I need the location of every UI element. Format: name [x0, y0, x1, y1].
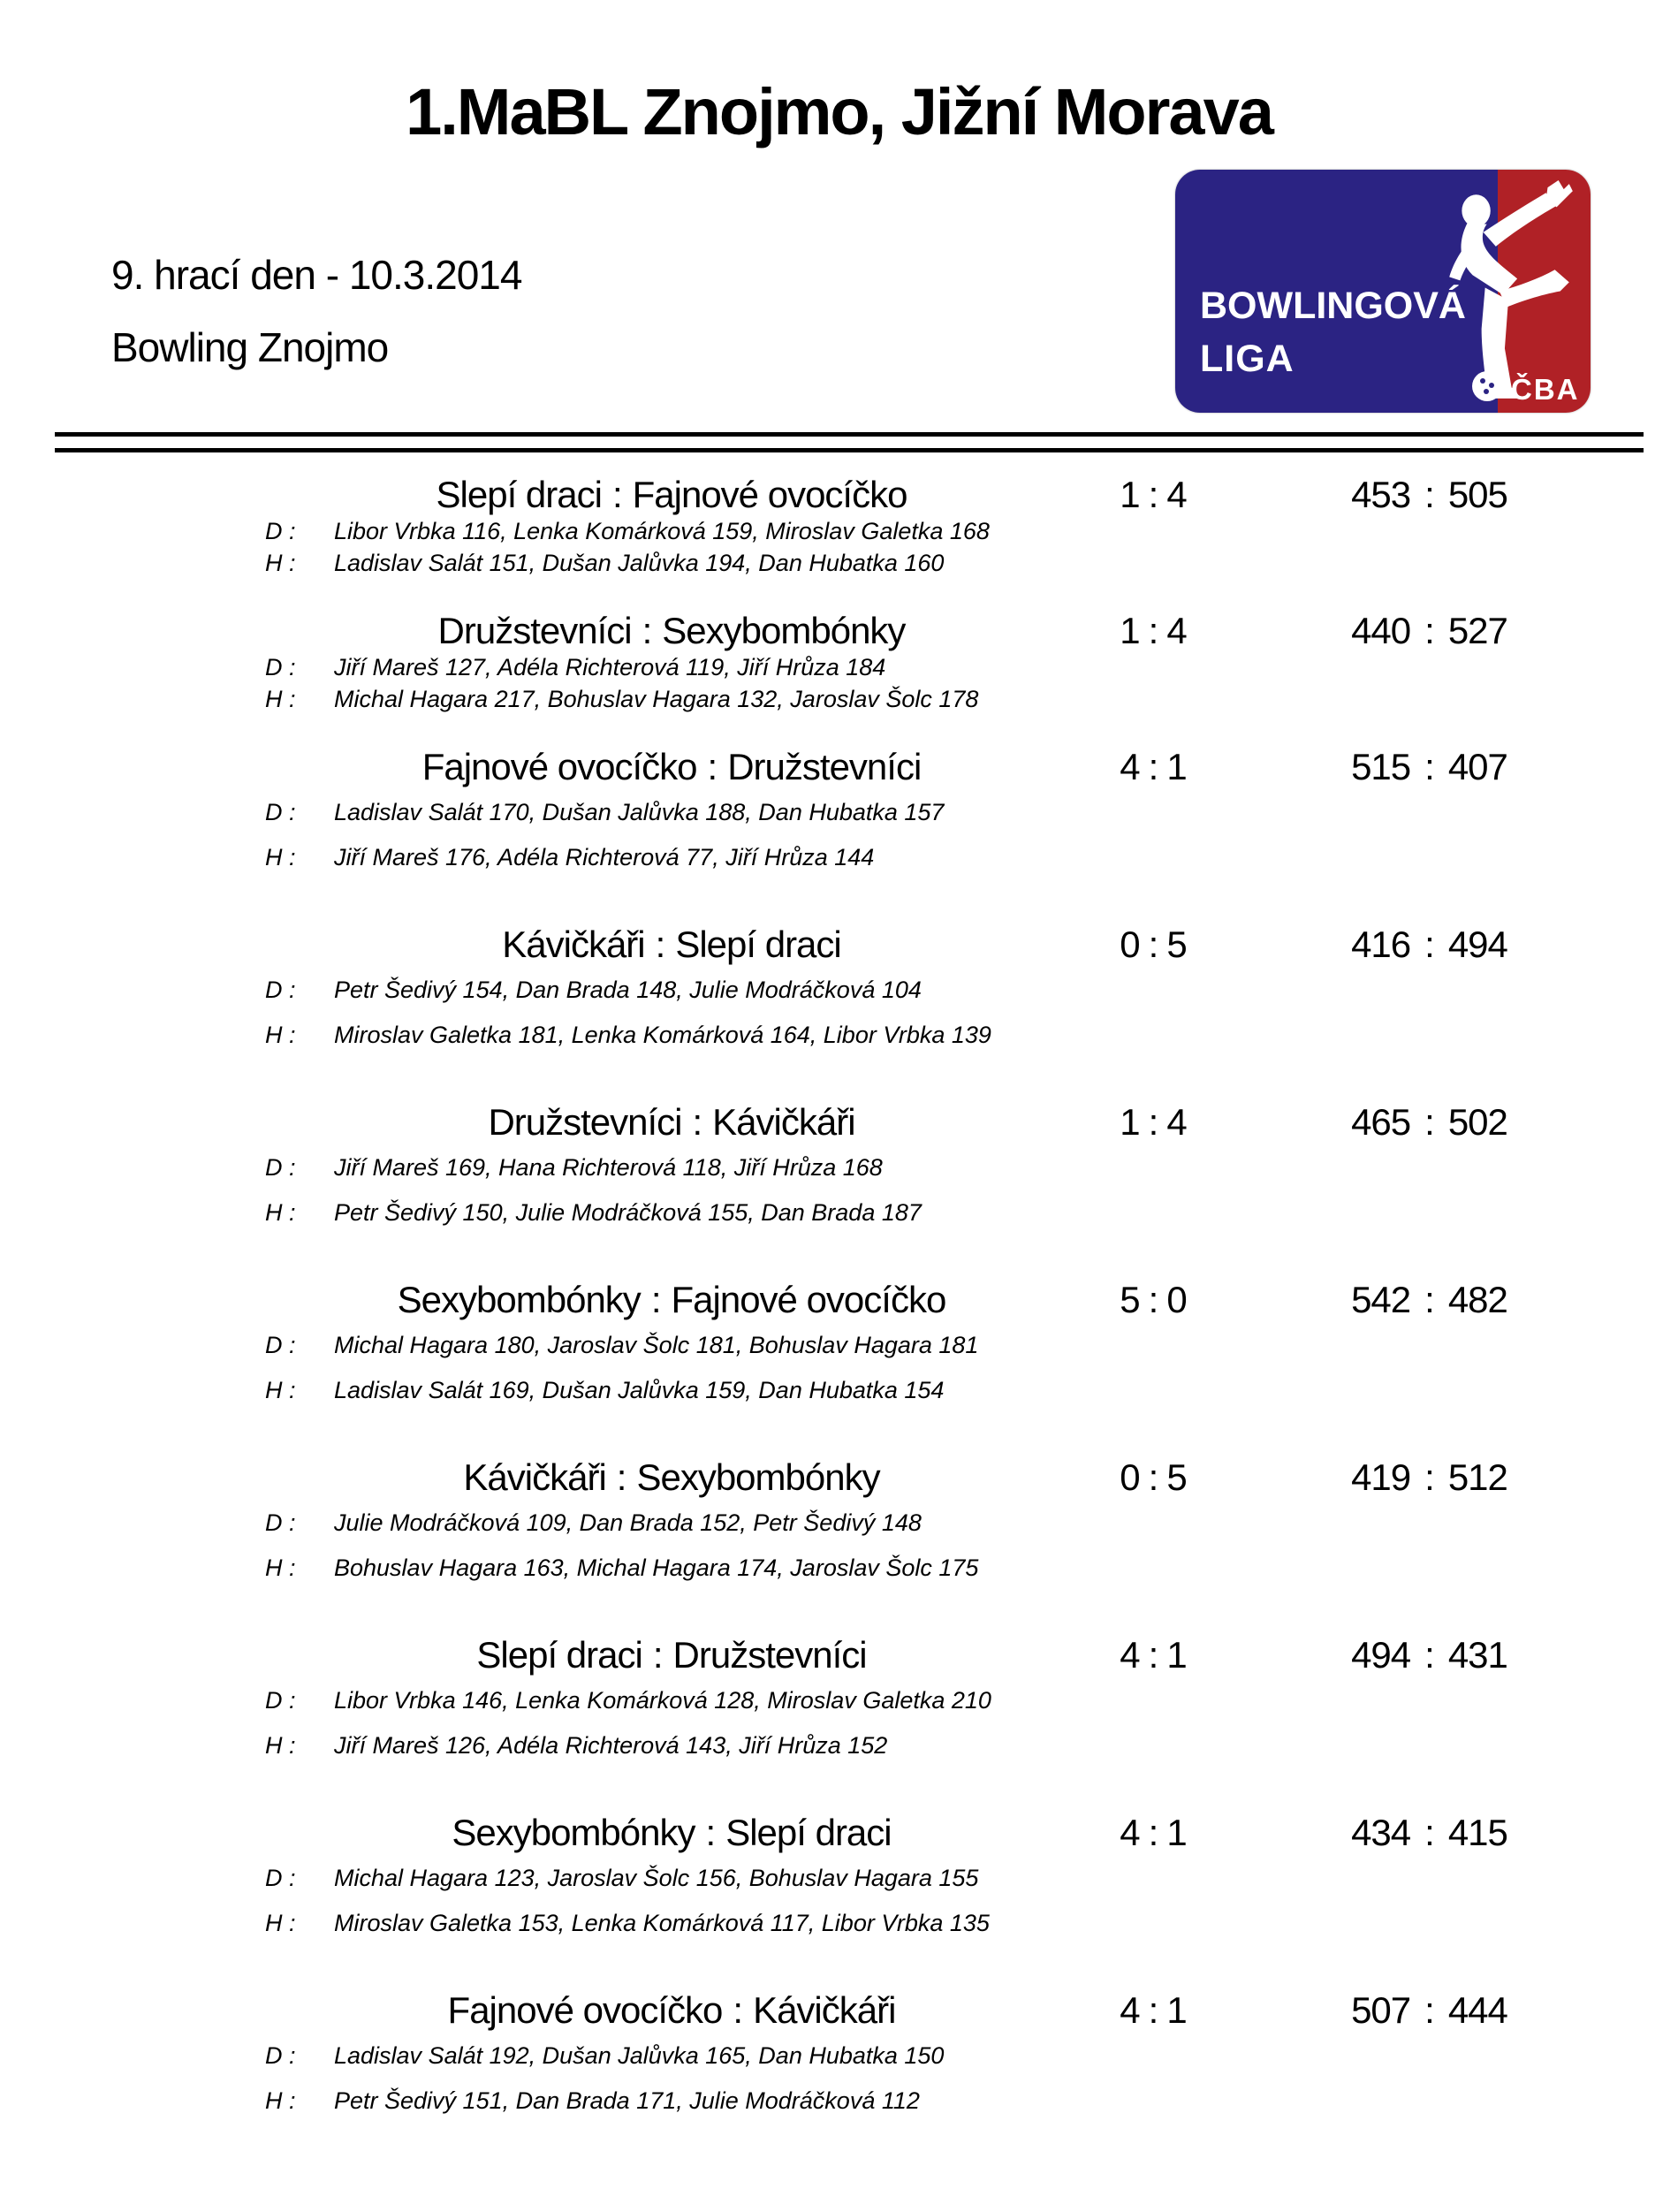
players-d-row [265, 1508, 1573, 1538]
pins-home: 542 [1351, 1279, 1411, 1320]
points-away: 4 [1166, 474, 1187, 515]
pins-home: 515 [1351, 746, 1411, 787]
colon-separator: : [1148, 1812, 1158, 1853]
match-teams [168, 1102, 1096, 1143]
colon-separator: : [733, 1989, 743, 2031]
pins-away: 415 [1447, 1812, 1507, 1853]
pins-away: 482 [1447, 1279, 1507, 1320]
points-away: 4 [1166, 610, 1187, 651]
pins-home: 419 [1351, 1456, 1411, 1498]
match-points [1096, 1635, 1211, 1676]
d-players: Michal Hagara 180, Jaroslav Šolc 181, Bohuslav Hagara 181 [334, 1332, 979, 1358]
h-players: Jiří Mareš 176, Adéla Richterová 77, Jiří Hrůza 144 [334, 844, 875, 870]
match-title-row [168, 1457, 1573, 1498]
colon-separator: : [1424, 1812, 1434, 1853]
team-home: Sexybombónky [397, 1279, 641, 1320]
pins-home: 440 [1351, 610, 1411, 651]
colon-separator: : [1424, 1989, 1434, 2031]
match-title-row [168, 1990, 1573, 2031]
team-away: Fajnové ovocíčko [632, 474, 907, 515]
h-players: Bohuslav Hagara 163, Michal Hagara 174, Jaroslav Šolc 175 [334, 1554, 979, 1581]
points-home: 4 [1120, 746, 1140, 787]
d-label: D : [265, 977, 296, 1003]
d-players: Ladislav Salát 170, Dušan Jalůvka 188, Dan Hubatka 157 [334, 799, 945, 825]
points-home: 4 [1120, 1812, 1140, 1853]
players-h-row [265, 1020, 1573, 1050]
match-pins [1211, 1102, 1573, 1143]
logo-wordmark-line2: LIGA [1200, 338, 1295, 380]
points-away: 1 [1166, 1989, 1187, 2031]
points-away: 1 [1166, 1634, 1187, 1676]
points-home: 1 [1120, 610, 1140, 651]
colon-separator: : [1148, 1279, 1158, 1320]
d-label: D : [265, 1509, 296, 1536]
pins-away: 512 [1447, 1456, 1507, 1498]
team-away: Fajnové ovocíčko [671, 1279, 946, 1320]
players-h-row [265, 1375, 1573, 1405]
team-home: Slepí draci [436, 474, 602, 515]
h-label: H : [265, 844, 296, 870]
d-players: Libor Vrbka 116, Lenka Komárková 159, Miroslav Galetka 168 [334, 518, 990, 544]
h-label: H : [265, 1554, 296, 1581]
colon-separator: : [611, 474, 622, 515]
match-day: 9. hrací den - 10.3.2014 [111, 252, 522, 298]
team-home: Kávičkáři [502, 924, 645, 965]
players-h-row [265, 1908, 1573, 1938]
d-players: Julie Modráčková 109, Dan Brada 152, Petr Šedivý 148 [334, 1509, 922, 1536]
points-home: 4 [1120, 1989, 1140, 2031]
team-away: Kávičkáři [712, 1101, 855, 1143]
colon-separator: : [1424, 1101, 1434, 1143]
points-home: 0 [1120, 924, 1140, 965]
pins-home: 434 [1351, 1812, 1411, 1853]
players-d-row [265, 797, 1573, 827]
colon-separator: : [1424, 1279, 1434, 1320]
match-teams [168, 611, 1096, 651]
d-label: D : [265, 518, 296, 544]
match-pins [1211, 1813, 1573, 1853]
points-away: 0 [1166, 1279, 1187, 1320]
pins-away: 431 [1447, 1634, 1507, 1676]
match-points [1096, 1280, 1211, 1320]
players-h-row [265, 2086, 1573, 2116]
match-teams [168, 1813, 1096, 1853]
colon-separator: : [1424, 1634, 1434, 1676]
colon-separator: : [1424, 610, 1434, 651]
h-label: H : [265, 1732, 296, 1759]
d-players: Petr Šedivý 154, Dan Brada 148, Julie Modráčková 104 [334, 977, 922, 1003]
h-label: H : [265, 1377, 296, 1403]
team-away: Slepí draci [725, 1812, 892, 1853]
colon-separator: : [616, 1456, 626, 1498]
pins-home: 494 [1351, 1634, 1411, 1676]
h-players: Petr Šedivý 150, Julie Modráčková 155, Dan Brada 187 [334, 1199, 922, 1226]
match-title-row [168, 611, 1573, 651]
match-result [168, 1102, 1573, 1228]
match-teams [168, 1280, 1096, 1320]
h-players: Michal Hagara 217, Bohuslav Hagara 132, Jaroslav Šolc 178 [334, 686, 979, 712]
match-pins [1211, 1457, 1573, 1498]
colon-separator: : [1148, 924, 1158, 965]
points-away: 5 [1166, 1456, 1187, 1498]
match-result [168, 747, 1573, 872]
players-d-row [265, 2041, 1573, 2071]
players-d-row [265, 1685, 1573, 1715]
h-label: H : [265, 1199, 296, 1226]
match-points [1096, 611, 1211, 651]
colon-separator: : [652, 1634, 663, 1676]
match-teams [168, 924, 1096, 965]
h-label: H : [265, 686, 296, 712]
d-label: D : [265, 2042, 296, 2069]
d-label: D : [265, 1865, 296, 1891]
match-title-row [168, 1102, 1573, 1143]
players-h-row [265, 1197, 1573, 1228]
team-home: Družstevníci [488, 1101, 682, 1143]
players-h-row [265, 1553, 1573, 1583]
points-away: 1 [1166, 746, 1187, 787]
points-away: 4 [1166, 1101, 1187, 1143]
h-label: H : [265, 550, 296, 576]
d-label: D : [265, 799, 296, 825]
match-pins [1211, 611, 1573, 651]
pins-away: 505 [1447, 474, 1507, 515]
h-players: Miroslav Galetka 181, Lenka Komárková 164, Libor Vrbka 139 [334, 1022, 991, 1048]
colon-separator: : [650, 1279, 661, 1320]
players-d-row [265, 1152, 1573, 1182]
team-away: Sexybombónky [636, 1456, 880, 1498]
match-teams [168, 475, 1096, 515]
match-result [168, 1280, 1573, 1405]
h-label: H : [265, 2087, 296, 2114]
colon-separator: : [1424, 474, 1434, 515]
team-home: Slepí draci [476, 1634, 642, 1676]
pins-away: 444 [1447, 1989, 1507, 2031]
match-teams [168, 1457, 1096, 1498]
team-home: Fajnové ovocíčko [421, 746, 697, 787]
match-points [1096, 1813, 1211, 1853]
d-label: D : [265, 1154, 296, 1181]
h-players: Jiří Mareš 126, Adéla Richterová 143, Jiří Hrůza 152 [334, 1732, 888, 1759]
team-away: Sexybombónky [662, 610, 906, 651]
match-pins [1211, 1635, 1573, 1676]
pins-home: 416 [1351, 924, 1411, 965]
match-title-row [168, 747, 1573, 787]
match-pins [1211, 1280, 1573, 1320]
colon-separator: : [705, 1812, 716, 1853]
pins-away: 407 [1447, 746, 1507, 787]
players-h-row [265, 1730, 1573, 1760]
d-label: D : [265, 654, 296, 680]
team-home: Kávičkáři [463, 1456, 606, 1498]
d-players: Ladislav Salát 192, Dušan Jalůvka 165, Dan Hubatka 150 [334, 2042, 945, 2069]
venue: Bowling Znojmo [111, 324, 389, 370]
logo-wordmark-line1: BOWLINGOVÁ [1200, 285, 1466, 327]
match-title-row [168, 475, 1573, 515]
match-points [1096, 475, 1211, 515]
points-home: 1 [1120, 1101, 1140, 1143]
colon-separator: : [1148, 1989, 1158, 2031]
match-pins [1211, 924, 1573, 965]
d-label: D : [265, 1687, 296, 1714]
d-players: Jiří Mareš 169, Hana Richterová 118, Jiří Hrůza 168 [334, 1154, 883, 1181]
h-players: Ladislav Salát 151, Dušan Jalůvka 194, Dan Hubatka 160 [334, 550, 945, 576]
colon-separator: : [1424, 746, 1434, 787]
pins-home: 507 [1351, 1989, 1411, 2031]
team-away: Kávičkáři [753, 1989, 896, 2031]
colon-separator: : [1148, 746, 1158, 787]
match-points [1096, 1990, 1211, 2031]
colon-separator: : [1148, 1456, 1158, 1498]
league-logo [1175, 170, 1591, 413]
pins-away: 494 [1447, 924, 1507, 965]
points-home: 4 [1120, 1634, 1140, 1676]
page-title: 1.MaBL Znojmo, Jižní Morava [406, 75, 1272, 148]
colon-separator: : [1424, 1456, 1434, 1498]
match-teams [168, 1635, 1096, 1676]
match-title-row [168, 1280, 1573, 1320]
h-players: Petr Šedivý 151, Dan Brada 171, Julie Modráčková 112 [334, 2087, 920, 2114]
match-points [1096, 747, 1211, 787]
team-home: Fajnové ovocíčko [447, 1989, 723, 2031]
match-result [168, 475, 1573, 578]
match-points [1096, 1457, 1211, 1498]
players-h-row [265, 684, 1573, 714]
points-home: 0 [1120, 1456, 1140, 1498]
match-result [168, 924, 1573, 1050]
match-title-row [168, 1813, 1573, 1853]
pins-home: 465 [1351, 1101, 1411, 1143]
team-away: Družstevníci [727, 746, 922, 787]
d-players: Michal Hagara 123, Jaroslav Šolc 156, Bohuslav Hagara 155 [334, 1865, 979, 1891]
match-result [168, 1990, 1573, 2116]
h-players: Miroslav Galetka 153, Lenka Komárková 117, Libor Vrbka 135 [334, 1910, 990, 1936]
match-result [168, 1813, 1573, 1938]
colon-separator: : [1148, 1634, 1158, 1676]
colon-separator: : [1148, 610, 1158, 651]
match-result [168, 1635, 1573, 1760]
points-home: 1 [1120, 474, 1140, 515]
match-result [168, 1457, 1573, 1583]
points-home: 5 [1120, 1279, 1140, 1320]
team-home: Sexybombónky [452, 1812, 695, 1853]
match-title-row [168, 1635, 1573, 1676]
cba-badge: ČBA [1511, 373, 1580, 406]
match-points [1096, 1102, 1211, 1143]
colon-separator: : [692, 1101, 702, 1143]
players-h-row [265, 842, 1573, 872]
bowling-ball-icon [1472, 371, 1502, 401]
match-title-row [168, 924, 1573, 965]
colon-separator: : [1148, 474, 1158, 515]
pins-away: 527 [1447, 610, 1507, 651]
d-players: Jiří Mareš 127, Adéla Richterová 119, Jiří Hrůza 184 [334, 654, 886, 680]
header-rule [55, 432, 1644, 452]
players-d-row [265, 975, 1573, 1005]
d-players: Libor Vrbka 146, Lenka Komárková 128, Miroslav Galetka 210 [334, 1687, 991, 1714]
colon-separator: : [642, 610, 652, 651]
h-label: H : [265, 1910, 296, 1936]
match-list [168, 475, 1573, 2168]
match-points [1096, 924, 1211, 965]
players-h-row [265, 548, 1573, 578]
players-d-row [265, 1330, 1573, 1360]
colon-separator: : [1424, 924, 1434, 965]
points-away: 1 [1166, 1812, 1187, 1853]
h-label: H : [265, 1022, 296, 1048]
match-teams [168, 1990, 1096, 2031]
colon-separator: : [707, 746, 718, 787]
players-d-row [265, 652, 1573, 682]
match-pins [1211, 1990, 1573, 2031]
match-pins [1211, 747, 1573, 787]
pins-away: 502 [1447, 1101, 1507, 1143]
colon-separator: : [1148, 1101, 1158, 1143]
match-result [168, 611, 1573, 714]
team-away: Družstevníci [672, 1634, 867, 1676]
d-label: D : [265, 1332, 296, 1358]
team-home: Družstevníci [437, 610, 632, 651]
h-players: Ladislav Salát 169, Dušan Jalůvka 159, Dan Hubatka 154 [334, 1377, 945, 1403]
colon-separator: : [655, 924, 665, 965]
pins-home: 453 [1351, 474, 1411, 515]
players-d-row [265, 516, 1573, 546]
team-away: Slepí draci [675, 924, 841, 965]
players-d-row [265, 1863, 1573, 1893]
match-teams [168, 747, 1096, 787]
points-away: 5 [1166, 924, 1187, 965]
match-pins [1211, 475, 1573, 515]
bowler-icon [1433, 177, 1585, 405]
